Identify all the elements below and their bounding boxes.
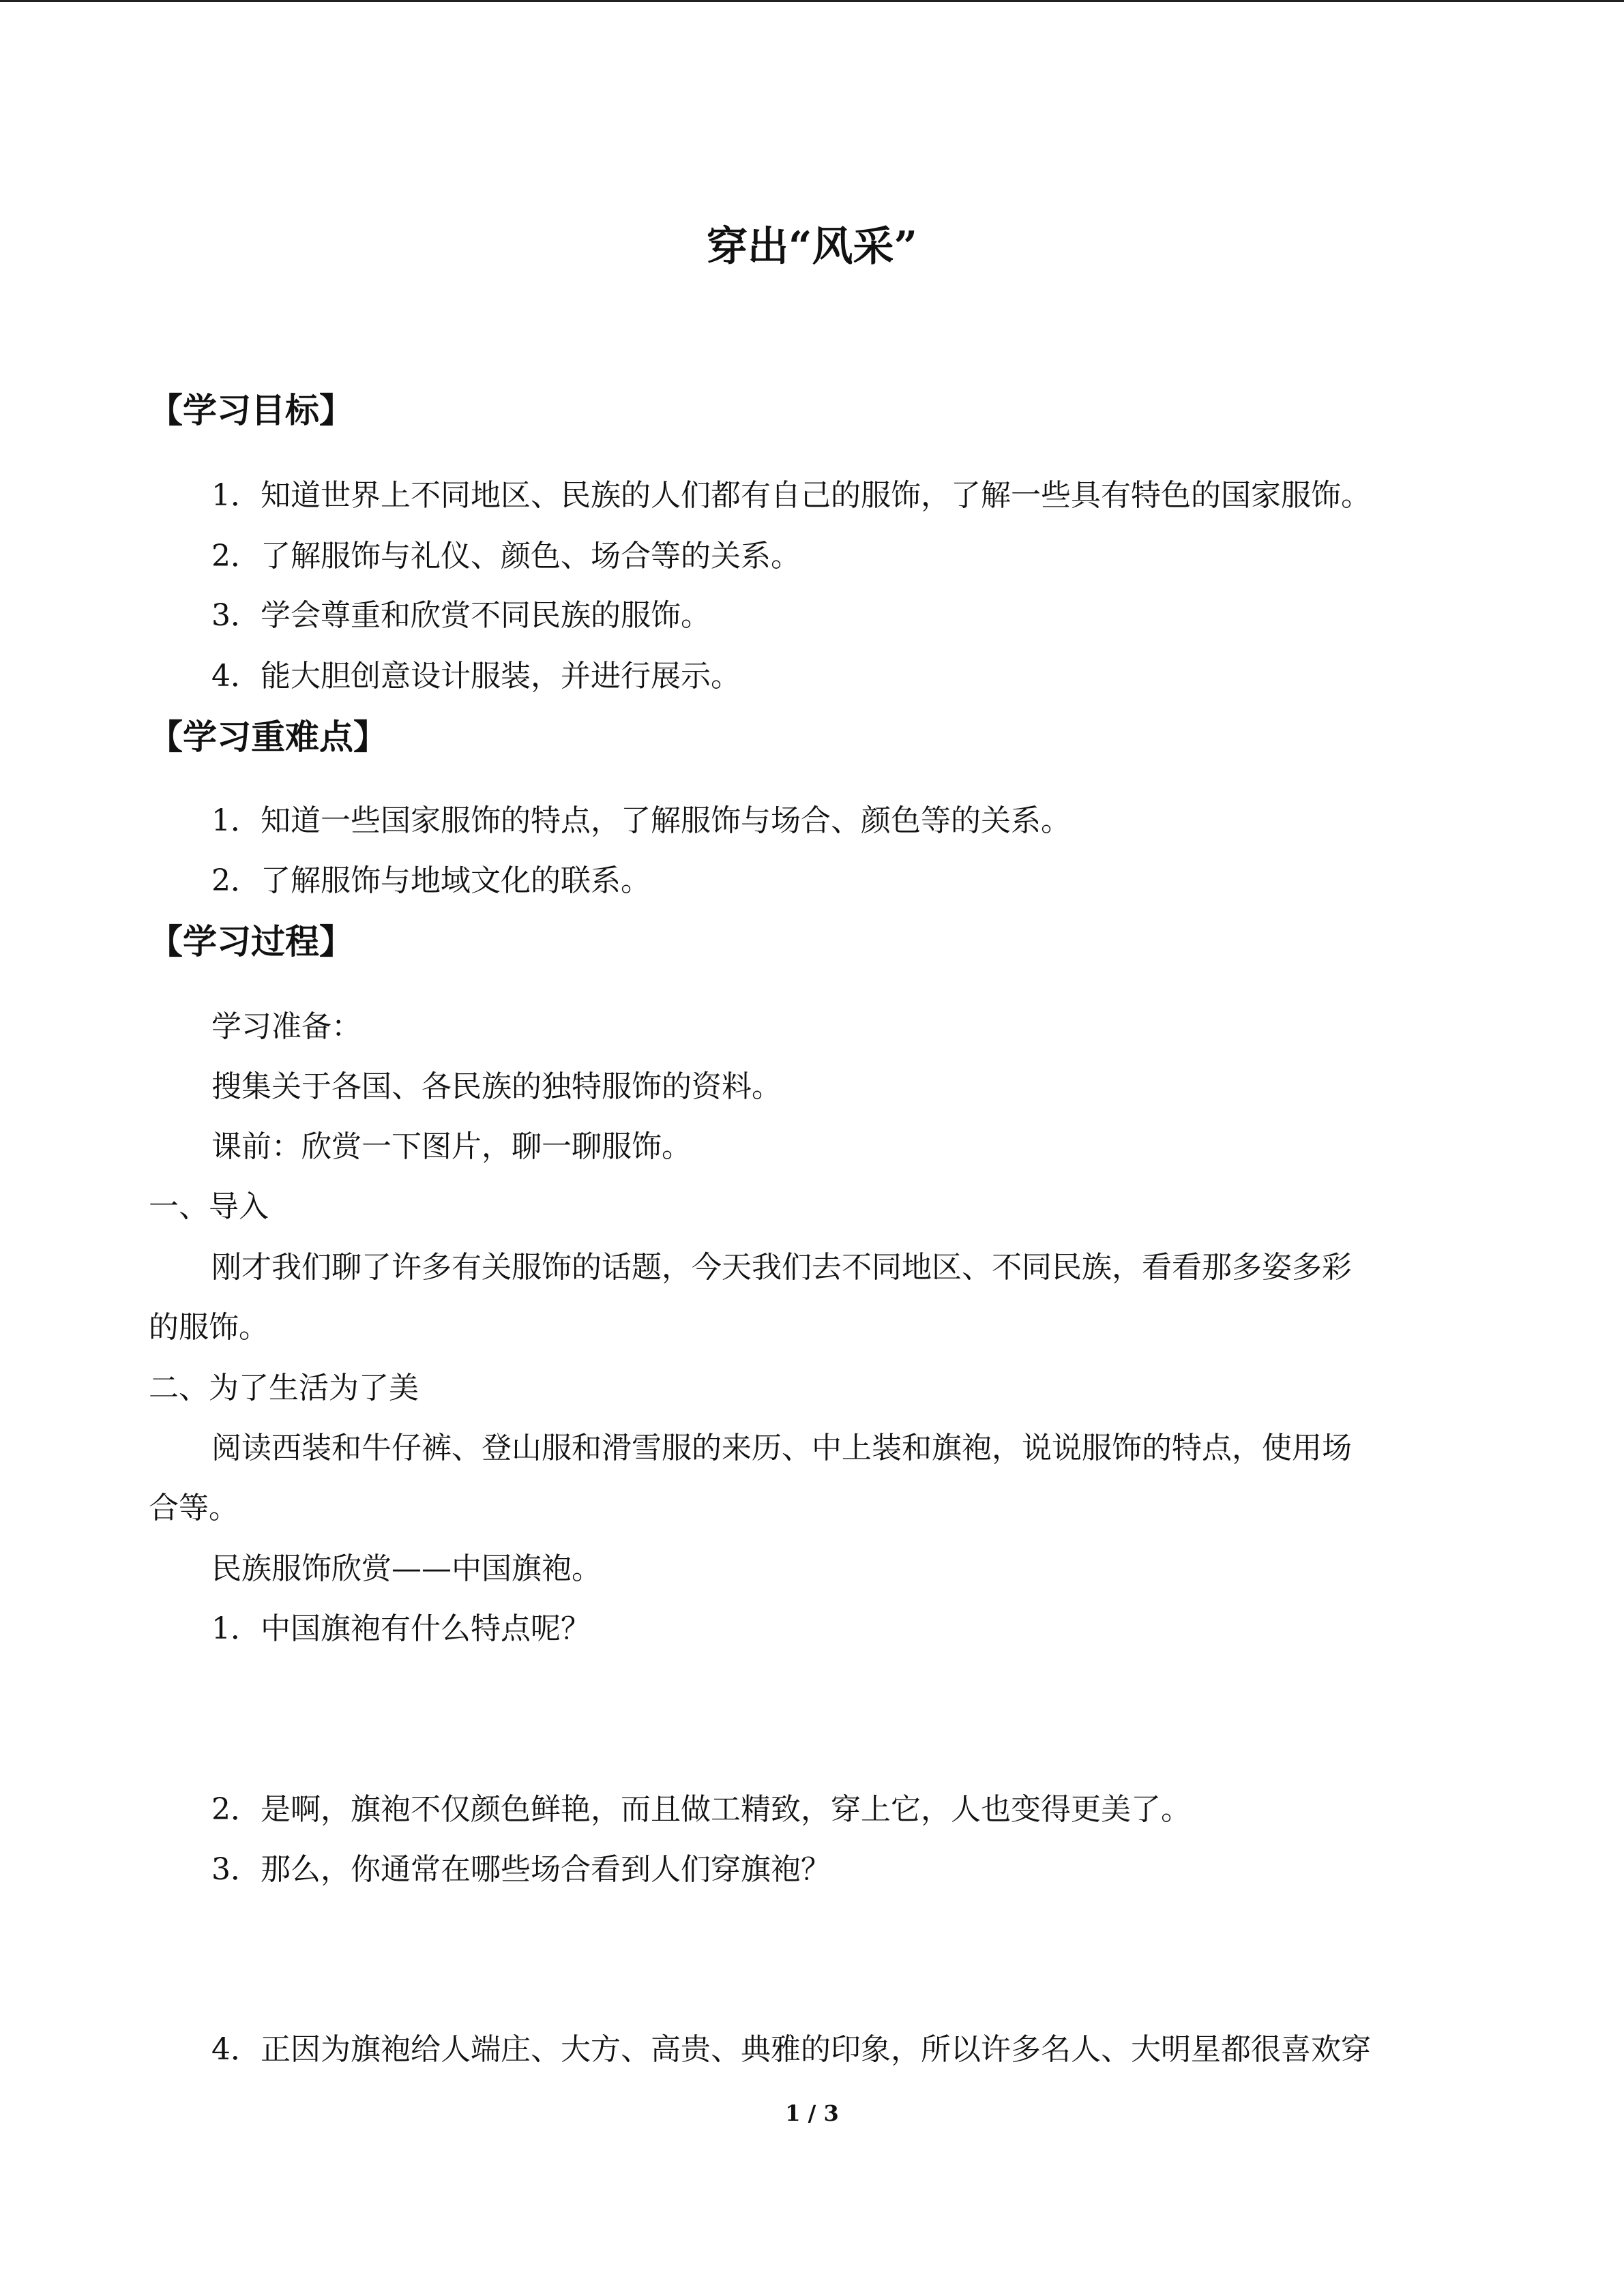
- prep-text: 搜集关于各国、各民族的独特服饰的资料。: [211, 1069, 782, 1104]
- section-heading-process: 【学习过程】: [149, 921, 353, 961]
- objective-item-2: 2．了解服饰与礼仪、颜色、场合等的关系。: [211, 539, 801, 573]
- part1-heading: 一、导入: [149, 1189, 269, 1224]
- part2-paragraph-line-1: 阅读西装和牛仔裤、登山服和滑雪服的来历、中上装和旗袍，说说服饰的特点，使用场: [211, 1431, 1352, 1465]
- preclass-text: 课前：欣赏一下图片，聊一聊服饰。: [211, 1129, 692, 1164]
- document-title: 穿出“风采”: [706, 223, 918, 271]
- objective-item-1: 1．知道世界上不同地区、民族的人们都有自己的服饰，了解一些具有特色的国家服饰。: [211, 478, 1371, 513]
- question-4: 4．正因为旗袍给人端庄、大方、高贵、典雅的印象，所以许多名人、大明星都很喜欢穿: [211, 2032, 1371, 2067]
- key-point-item-1: 1．知道一些国家服饰的特点，了解服饰与场合、颜色等的关系。: [211, 803, 1071, 838]
- part1-paragraph-line-1: 刚才我们聊了许多有关服饰的话题，今天我们去不同地区、不同民族，看看那多姿多彩: [211, 1250, 1352, 1285]
- part1-paragraph-line-2: 的服饰。: [149, 1310, 269, 1345]
- objective-item-4: 4．能大胆创意设计服装，并进行展示。: [211, 659, 741, 694]
- page-number: 1 / 3: [785, 2100, 839, 2126]
- objective-item-3: 3．学会尊重和欣赏不同民族的服饰。: [211, 598, 711, 633]
- key-point-item-2: 2．了解服饰与地域文化的联系。: [211, 863, 651, 898]
- part2-heading: 二、为了生活为了美: [149, 1371, 419, 1405]
- question-1: 1．中国旗袍有什么特点呢？: [211, 1611, 591, 1646]
- section-heading-key-points: 【学习重难点】: [149, 717, 387, 757]
- appreciation-text: 民族服饰欣赏——中国旗袍。: [211, 1551, 602, 1586]
- question-3: 3．那么，你通常在哪些场合看到人们穿旗袍？: [211, 1852, 831, 1887]
- prep-label: 学习准备：: [211, 1009, 361, 1044]
- part2-paragraph-line-2: 合等。: [149, 1491, 239, 1525]
- page-top-border: [0, 0, 1624, 2]
- question-2: 2．是啊，旗袍不仅颜色鲜艳，而且做工精致，穿上它，人也变得更美了。: [211, 1792, 1191, 1827]
- section-heading-objectives: 【学习目标】: [149, 390, 353, 430]
